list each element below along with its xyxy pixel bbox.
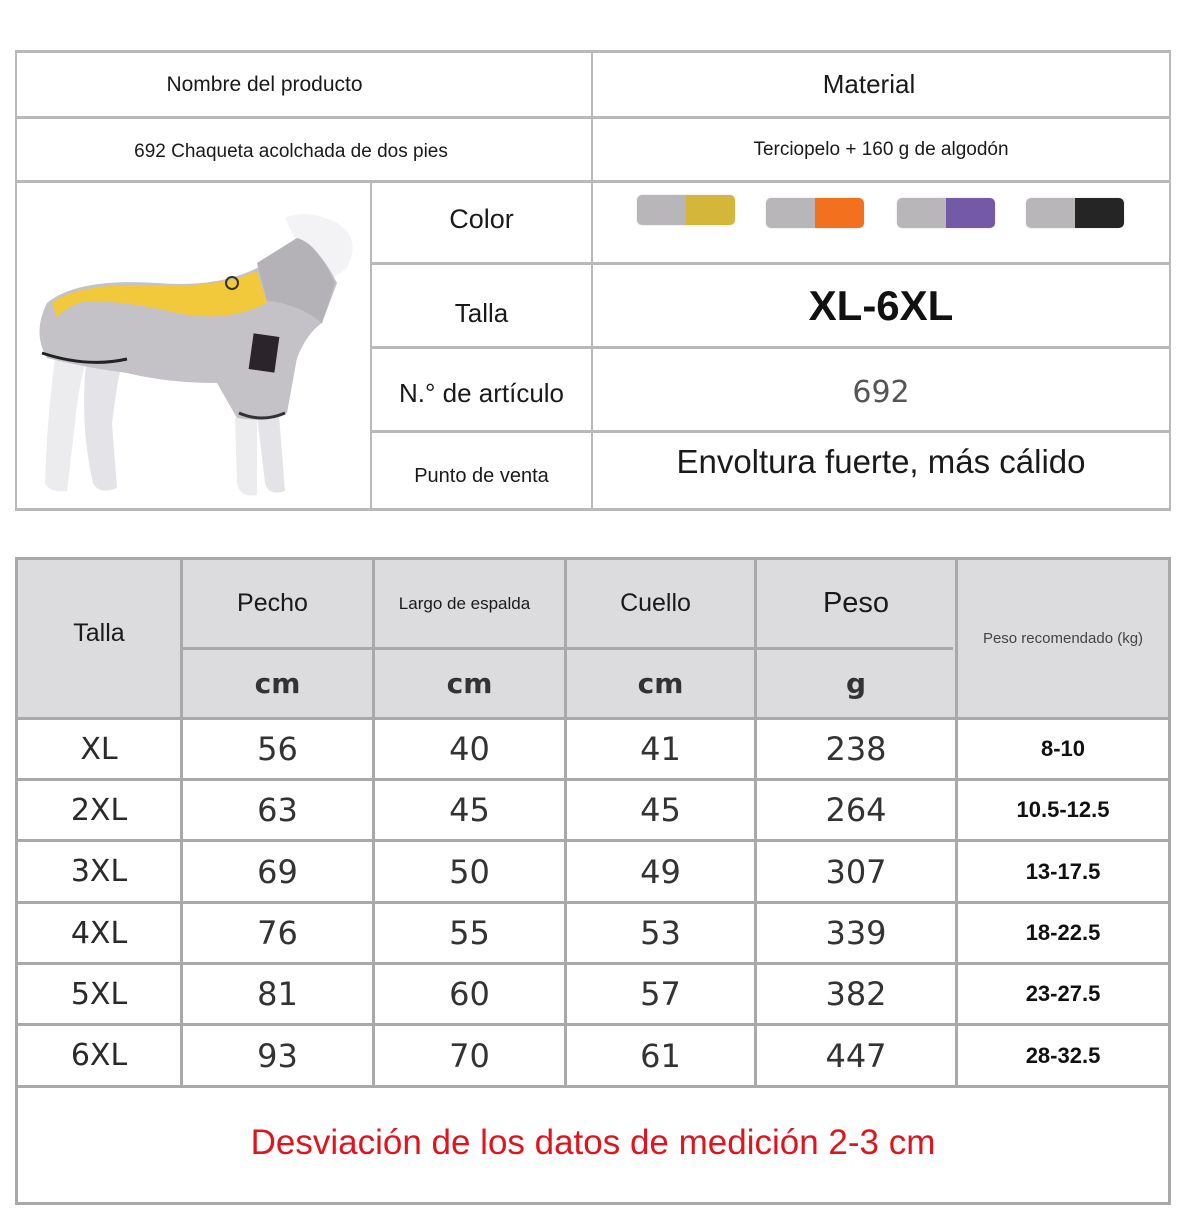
cell-chest: 63 <box>257 791 298 829</box>
cell-back-length: 60 <box>449 975 490 1013</box>
cell-recommended-weight: 13-17.5 <box>1025 858 1101 884</box>
color-swatch-gray-black[interactable] <box>1026 198 1124 228</box>
article-number-value: 692 <box>852 375 910 410</box>
cell-weight: 238 <box>825 730 887 768</box>
column-header-size: Talla <box>73 619 125 647</box>
cell-recommended-weight: 18-22.5 <box>1025 920 1101 945</box>
measurement-deviation-note: Desviación de los datos de medición 2-3 cm <box>250 1123 936 1162</box>
color-swatch-gray-purple[interactable] <box>897 198 995 228</box>
color-label: Color <box>449 204 514 234</box>
material-label: Material <box>822 69 916 99</box>
cell-size: 5XL <box>70 976 128 1012</box>
column-header-chest: Pecho <box>237 589 308 617</box>
cell-chest: 76 <box>257 914 298 952</box>
size-chart-table <box>15 557 1171 1205</box>
dog-jacket-illustration <box>17 183 370 508</box>
color-swatches <box>593 183 1169 262</box>
table-row <box>15 842 1171 901</box>
cell-neck: 49 <box>640 852 681 891</box>
cell-weight: 339 <box>825 914 887 952</box>
color-swatch-gray-yellow[interactable] <box>637 195 735 225</box>
cell-size: 2XL <box>70 792 128 828</box>
selling-point-label: Punto de venta <box>414 465 549 487</box>
cell-weight: 382 <box>825 975 887 1013</box>
article-number-label: N.° de artículo <box>398 378 565 408</box>
material-value: Terciopelo + 160 g de algodón <box>753 138 1009 160</box>
cell-size: 4XL <box>70 915 128 951</box>
selling-point-value: Envoltura fuerte, más cálido <box>676 442 1086 480</box>
cell-back-length: 40 <box>449 730 490 768</box>
column-header-back-length: Largo de espalda <box>398 593 531 613</box>
table-row <box>15 781 1171 839</box>
table-row <box>15 965 1171 1023</box>
unit-back-length: cm <box>446 667 493 700</box>
cell-weight: 447 <box>825 1036 887 1075</box>
cell-chest: 56 <box>257 730 298 768</box>
cell-recommended-weight: 23-27.5 <box>1025 981 1101 1006</box>
cell-chest: 93 <box>257 1036 298 1075</box>
table-row <box>15 1026 1171 1085</box>
cell-back-length: 70 <box>449 1036 490 1075</box>
product-info-table <box>15 50 1171 511</box>
column-header-neck: Cuello <box>620 589 691 617</box>
cell-size: 3XL <box>70 854 128 889</box>
cell-neck: 41 <box>640 730 681 768</box>
cell-weight: 307 <box>825 852 887 891</box>
cell-neck: 57 <box>640 975 681 1013</box>
size-range-value: XL-6XL <box>808 281 954 329</box>
column-header-recommended-weight: Peso recomendado (kg) <box>982 630 1144 647</box>
cell-size: 6XL <box>70 1038 128 1073</box>
cell-weight: 264 <box>825 791 887 829</box>
unit-weight: g <box>845 667 867 700</box>
cell-size: XL <box>80 731 118 767</box>
table-row <box>15 904 1171 962</box>
cell-neck: 45 <box>640 791 681 829</box>
cell-recommended-weight: 10.5-12.5 <box>1016 797 1110 822</box>
cell-chest: 81 <box>257 975 298 1013</box>
table-row <box>15 720 1171 778</box>
column-header-weight: Peso <box>822 587 890 619</box>
cell-back-length: 50 <box>449 852 490 891</box>
cell-recommended-weight: 8-10 <box>1040 736 1086 761</box>
color-swatch-gray-orange[interactable] <box>766 198 864 228</box>
product-image <box>17 183 370 508</box>
cell-neck: 61 <box>640 1036 681 1075</box>
unit-neck: cm <box>637 667 684 700</box>
unit-chest: cm <box>254 667 301 700</box>
cell-back-length: 55 <box>449 914 490 952</box>
product-name-label: Nombre del producto <box>166 72 363 96</box>
product-name-value: 692 Chaqueta acolchada de dos pies <box>134 140 448 162</box>
size-label: Talla <box>454 298 509 328</box>
cell-chest: 69 <box>257 852 298 891</box>
cell-back-length: 45 <box>449 791 490 829</box>
cell-recommended-weight: 28-32.5 <box>1025 1042 1101 1068</box>
cell-neck: 53 <box>640 914 681 952</box>
